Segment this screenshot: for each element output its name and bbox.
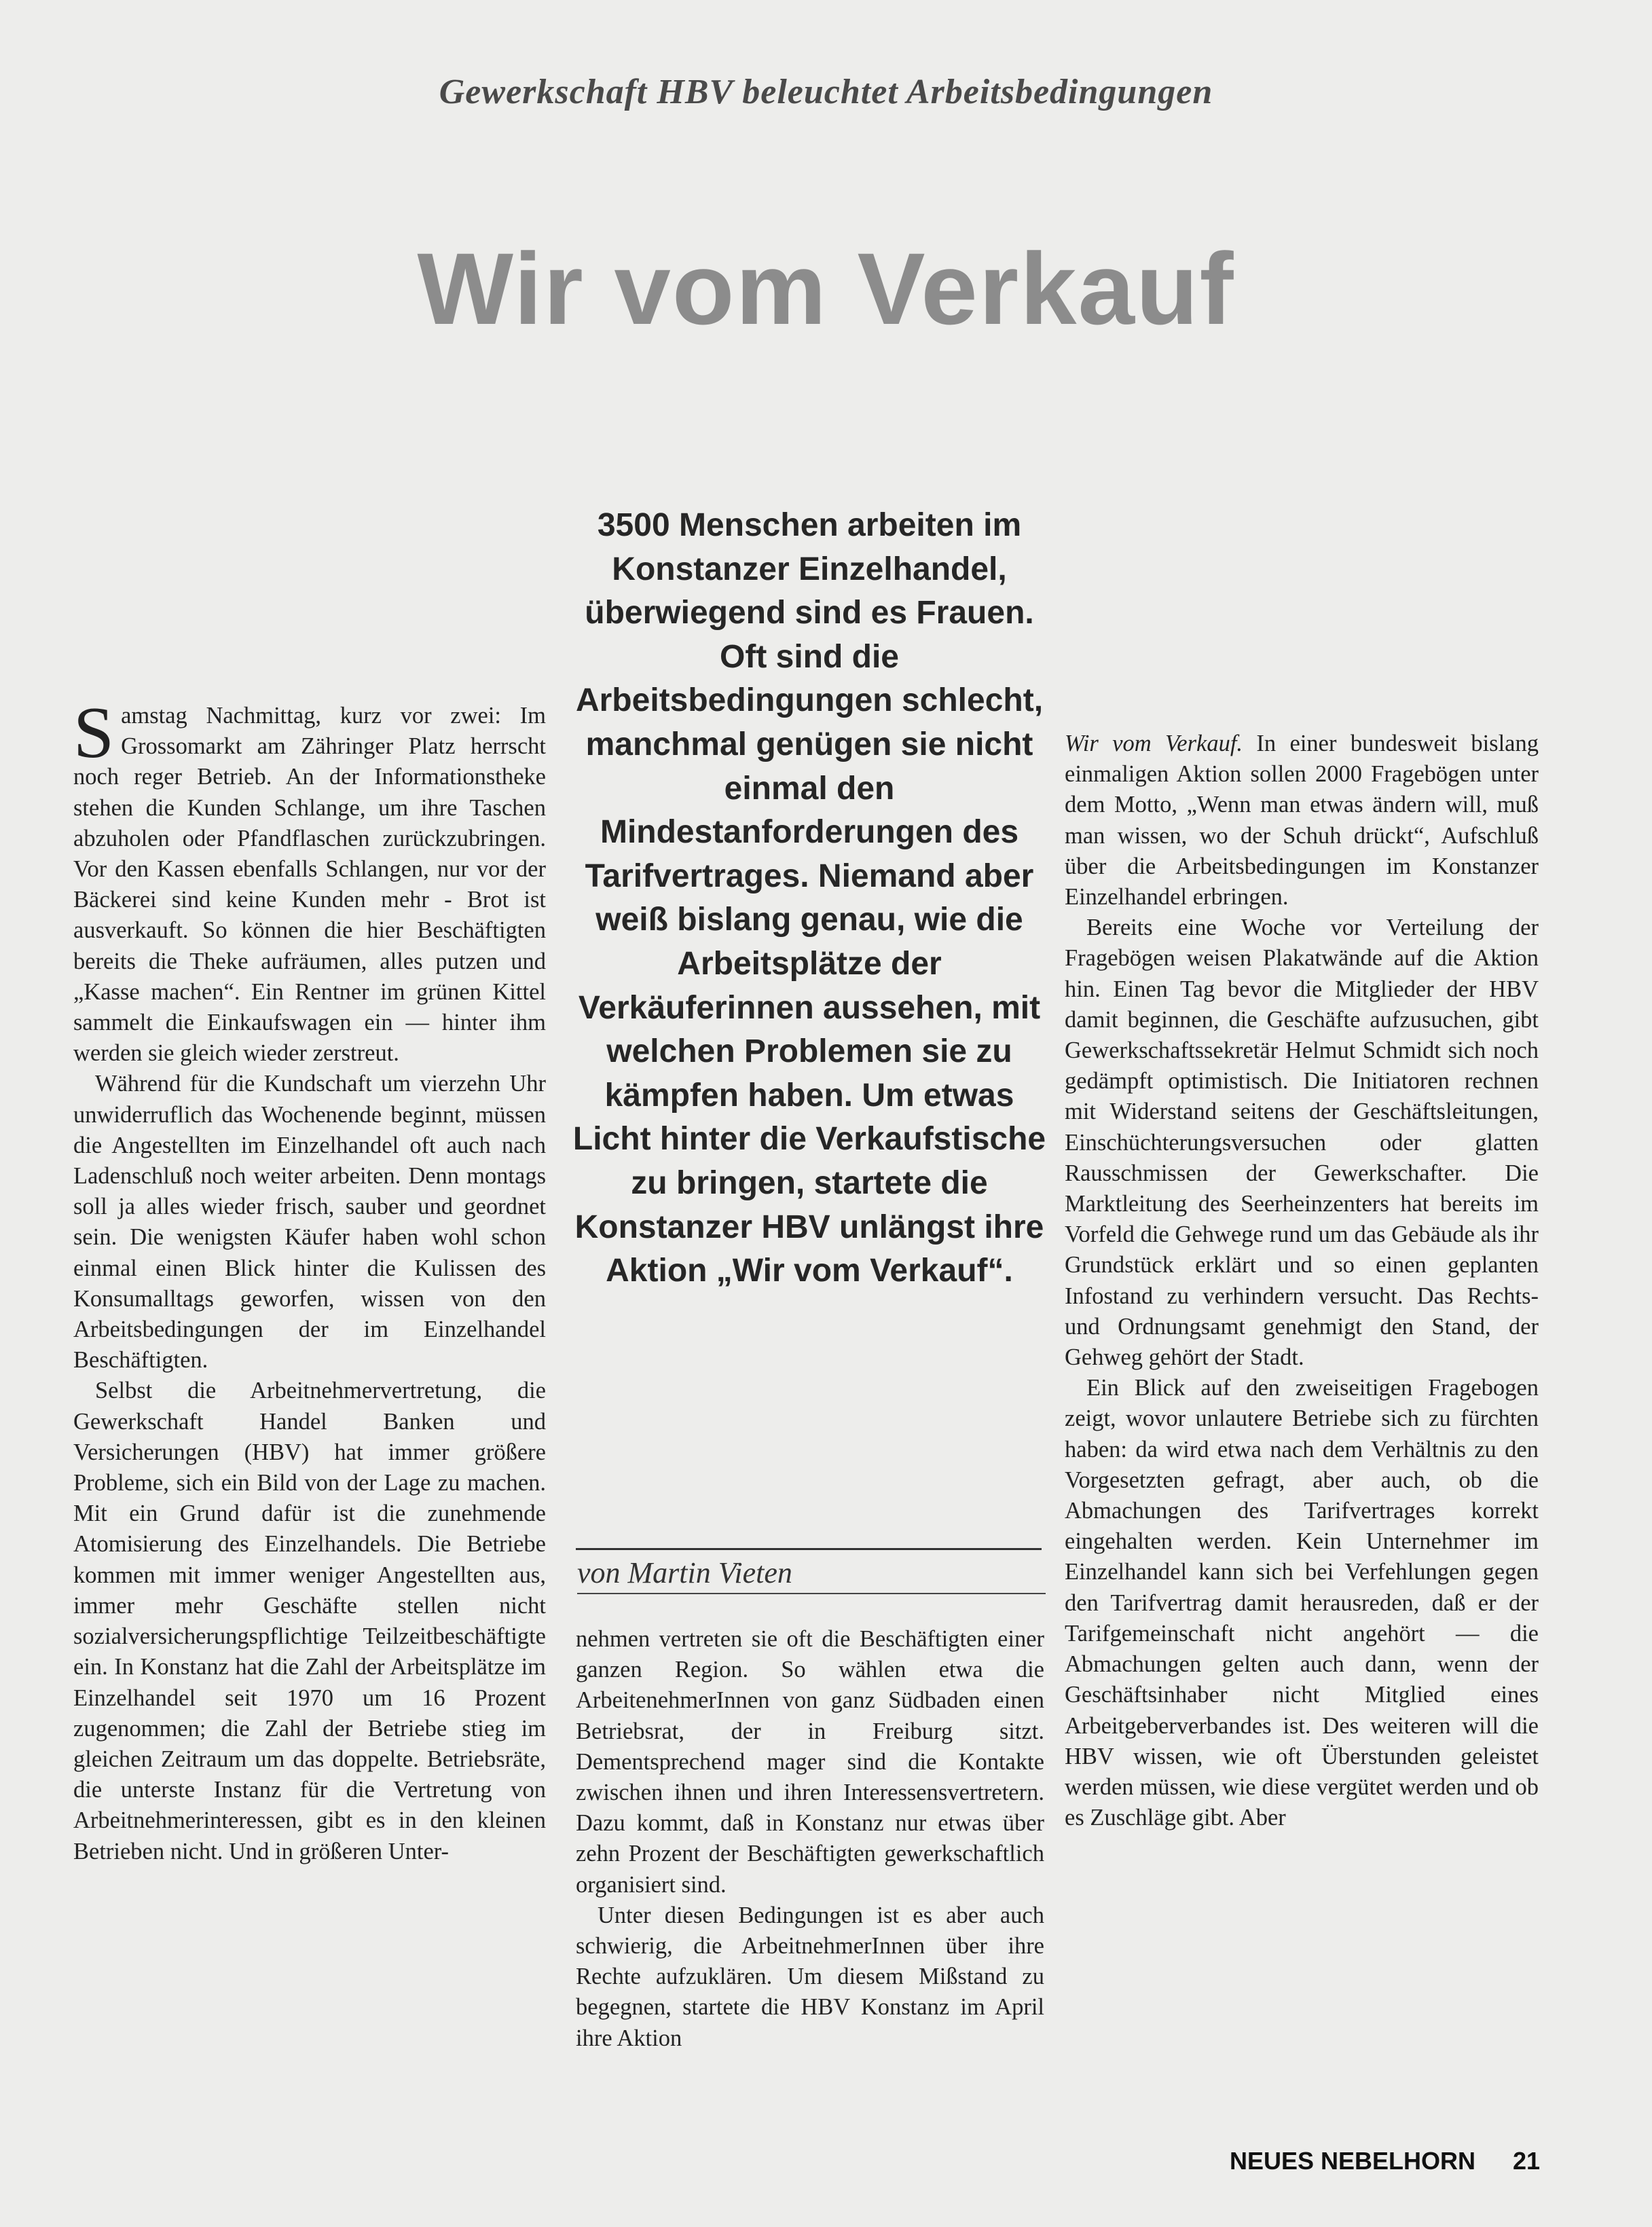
paragraph: Unter diesen Bedingungen ist es aber auch schwierig, die ArbeitnehmerInnen über ihre Rechte aufzuklären. Um diesem Mißstand zu begegnen, startete die HBV Konstanz im April ihre Aktion <box>576 1902 1044 2051</box>
paragraph: Selbst die Arbeitnehmervertretung, die Gewerkschaft Handel Banken und Versicherungen (HBV) hat immer größere Probleme, sich ein Bild von der Lage zu machen. Mit ein Grund dafür ist die zunehmende Atomisierung des Einzelhandels. Die Betriebe kommen mit immer weniger Angestellten aus, immer mehr Geschäfte stellen nicht sozialversicherungspflichtige Teilzeitbeschäftigte ein. In Konstanz hat die Zahl der Arbeitsplätze im Einzelhandel seit 1970 um 16 Prozent zugenommen; die Zahl der Betriebe stieg im gleichen Zeitraum um das doppelte. Betriebsräte, die unterste Instanz für die Vertretung von Arbeitnehmerinteressen, gibt es in den kleinen Betrieben nicht. Und in größeren Unter- <box>73 1378 546 1864</box>
page-number: 21 <box>1513 2147 1541 2175</box>
paragraph: Bereits eine Woche vor Verteilung der Fragebögen weisen Plakatwände auf die Aktion hin. Einen Tag bevor die Mitglieder der HBV damit beginnen, die Geschäfte aufzusuchen, gibt Gewerkschaftssekretär Helmut Schmidt sich noch gedämpft optimistisch. Die Initiatoren rechnen mit Widerstand seitens der Geschäftsleitungen, Einschüchterungsversuchen oder glatten Rausschmissen der Gewerkschafter. Die Marktleitung des Seerheinzenters hat bereits im Vorfeld die Gehwege rund um das Gebäude als ihr Grundstück erklärt und so einen geplanten Infostand zu verhindern versucht. Das Rechts- und Ordnungsamt genehmigt den Stand, der Gehweg gehört der Stadt. <box>1065 915 1539 1371</box>
campaign-name: Wir vom Verkauf. <box>1065 731 1243 756</box>
paragraph-text: In einer bundesweit bislang einmaligen Aktion sollen 2000 Fragebögen unter dem Motto, „Wenn man etwas ändern will, muß man wissen, wo der Schuh drückt“, Aufschluß über die Arbeitsbedingungen im Konstanzer Einzelhandel erbringen. <box>1065 731 1539 910</box>
paragraph: Ein Blick auf den zweiseitigen Fragebogen zeigt, wovor unlautere Betriebe sich zu fürchten haben: da wird etwa nach dem Verhältnis zu den Vorgesetzten gefragt, aber auch, ob die Abmachungen des Tarifvertrages korrekt eingehalten werden. Kein Unternehmer im Einzelhandel kann sich bei Verfehlungen gegen den Tarifvertrag damit herausreden, daß er der Tarifgemeinschaft nicht angehört — die Abmachungen gelten auch dann, wenn der Geschäftsinhaber nicht Mitglied eines Arbeitgeberverbandes ist. Des weiteren will die HBV wissen, wie oft Überstunden geleistet werden müssen, wie diese vergütet werden und ob es Zuschläge gibt. Aber <box>1065 1375 1539 1831</box>
byline-rule <box>576 1548 1042 1550</box>
article-column-left <box>73 693 546 1867</box>
article-kicker: Gewerkschaft HBV beleuchtet Arbeitsbedingungen <box>439 73 1213 111</box>
paragraph <box>73 693 546 1069</box>
article-column-right <box>1065 729 1539 1833</box>
author-byline: von Martin Vieten <box>577 1556 1046 1594</box>
publication-name: NEUES NEBELHORN <box>1229 2147 1475 2175</box>
paragraph: Während für die Kundschaft um vierzehn Uhr unwiderruflich das Wochenende beginnt, müssen die Angestellten im Einzelhandel oft auch nach Ladenschluß noch weiter arbeiten. Denn montags soll ja alles wieder frisch, sauber und geordnet sein. Die wenigsten Käufer haben wohl schon einmal einen Blick hinter die Kulissen des Konsumalltags geworfen, wissen von den Arbeitsbedingungen der im Einzelhandel Beschäftigten. <box>73 1071 546 1374</box>
paragraph: nehmen vertreten sie oft die Beschäftigten einer ganzen Region. So wählen etwa die ArbeitenehmerInnen von ganz Südbaden einen Betriebsrat, der in Freiburg sitzt. Dementsprechend mager sind die Kontakte zwischen ihnen und ihren Interessensvertretern. Dazu kommt, daß in Konstanz nur etwas über zehn Prozent der Beschäftigten gewerkschaftlich organisiert sind. <box>576 1626 1044 1898</box>
article-lead: 3500 Menschen arbeiten im Konstanzer Einzelhandel, überwiegend sind es Frauen. Oft sind die Arbeitsbedingungen schlecht, manchmal genügen sie nicht einmal den Mindestanforderungen des Tarifvertrages. Niemand aber weiß bislang genau, wie die Arbeitsplätze der Verkäuferinnen aussehen, mit welchen Problemen sie zu kämpfen haben. Um etwas Licht hinter die Verkaufstische zu bringen, startete die Konstanzer HBV unlängst ihre Aktion „Wir vom Verkauf“. <box>572 507 1046 1289</box>
article-column-middle <box>576 1624 1044 2054</box>
paragraph-text: amstag Nachmittag, kurz vor zwei: Im Grossomarkt am Zähringer Platz herrscht noch reger Betrieb. An der Informationstheke stehen die Kunden Schlange, um ihre Taschen abzuholen oder Pfandflaschen zurückzubringen. Vor den Kassen ebenfalls Schlangen, nur vor der Bäckerei sind keine Kunden mehr - Brot ist ausverkauft. So können die hier Beschäftigten bereits die Theke aufräumen, alles putzen und „Kasse machen“. Ein Rentner im grünen Kittel sammelt die Einkaufswagen ein — hinter ihm werden sie gleich wieder zerstreut. <box>73 703 546 1067</box>
drop-cap: S <box>73 693 115 773</box>
paragraph <box>1065 729 1539 913</box>
article-headline: Wir vom Verkauf <box>417 232 1235 346</box>
